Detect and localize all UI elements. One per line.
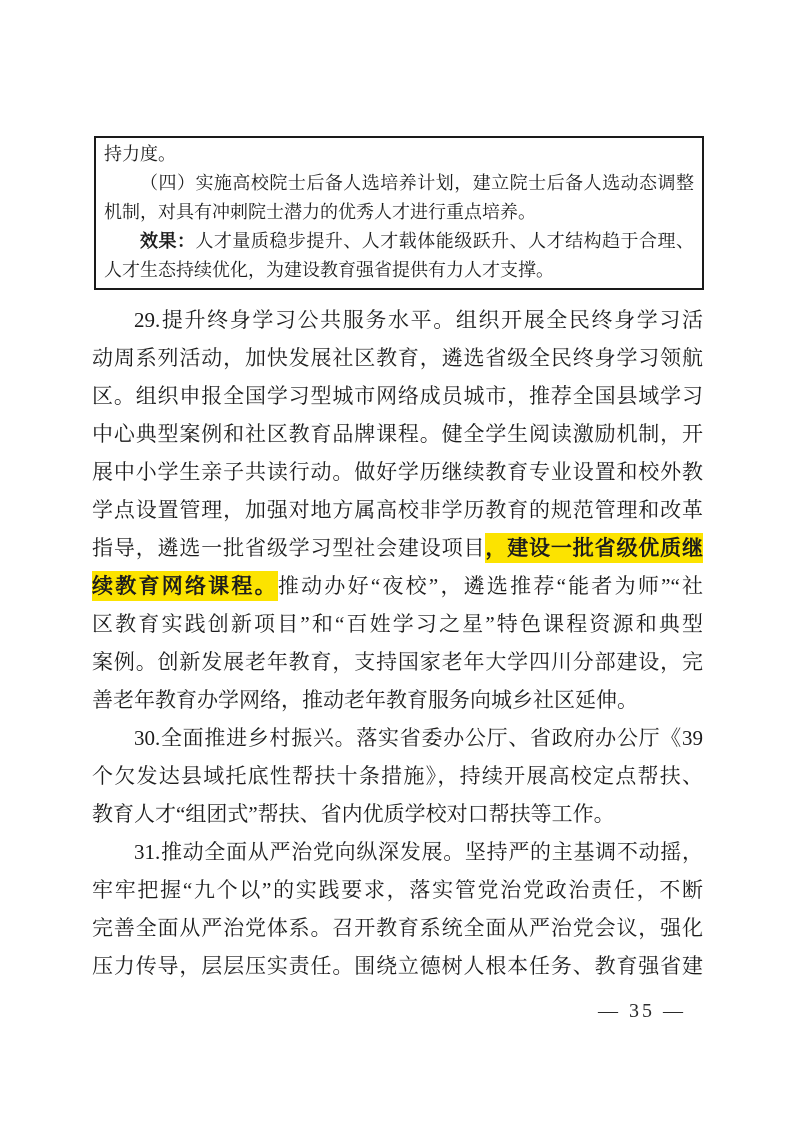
summary-box	[94, 136, 704, 290]
para30-line-1: 30.全面推进乡村振兴。落实省委办公厅、省政府办公厅《39	[134, 726, 703, 750]
box-line-5: 人才生态持续优化，为建设教育强省提供有力人才支撑。	[104, 260, 554, 280]
para30-line-3: 教育人才“组团式”帮扶、省内优质学校对口帮扶等工作。	[92, 802, 615, 826]
para29-line-7-text: 指导，遴选一批省级学习型社会建设项目	[92, 536, 486, 560]
box-line-4	[104, 227, 694, 256]
para31-line-3: 完善全面从严治党体系。召开教育系统全面从严治党会议，强化	[92, 916, 703, 940]
para29-line-8-text: 推动办好“夜校”，遴选推荐“能者为师”“社	[277, 574, 704, 598]
para31-line-1: 31.推动全面从严治党向纵深发展。坚持严的主基调不动摇，	[134, 840, 703, 864]
document-body	[92, 301, 703, 985]
para29-line-9: 区教育实践创新项目”和“百姓学习之星”特色课程资源和典型	[92, 612, 703, 636]
para29-line-5: 展中小学生亲子共读行动。做好学历继续教育专业设置和校外教	[92, 460, 703, 484]
para31-line-2: 牢牢把握“九个以”的实践要求，落实管党治党政治责任，不断	[92, 878, 703, 902]
box-line-2: （四）实施高校院士后备人选培养计划，建立院士后备人选动态调整	[140, 173, 694, 193]
para29-line-2: 动周系列活动，加快发展社区教育，遴选省级全民终身学习领航	[92, 346, 703, 370]
para30-line-2: 个欠发达县域托底性帮扶十条措施》，持续开展高校定点帮扶、	[92, 764, 703, 788]
para29-line-3: 区。组织申报全国学习型城市网络成员城市，推荐全国县域学习	[92, 384, 703, 408]
para29-line-11: 善老年教育办学网络，推动老年教育服务向城乡社区延伸。	[92, 688, 638, 712]
para29-line-4: 中心典型案例和社区教育品牌课程。健全学生阅读激励机制，开	[92, 422, 703, 446]
box-line-3: 机制，对具有冲刺院士潜力的优秀人才进行重点培养。	[104, 202, 536, 222]
para29-line-7	[92, 529, 703, 567]
para29-line-1: 29.提升终身学习公共服务水平。组织开展全民终身学习活	[134, 308, 703, 332]
para31-line-4: 压力传导，层层压实责任。围绕立德树人根本任务、教育强省建	[92, 954, 703, 978]
highlighted-text: ，建设一批省级优质继	[485, 533, 703, 563]
effect-label: 效果：	[140, 231, 196, 251]
page-number: — 35 —	[598, 1000, 686, 1022]
para29-line-10: 案例。创新发展老年教育，支持国家老年大学四川分部建设，完	[92, 650, 703, 674]
highlighted-text: 续教育网络课程。	[92, 571, 278, 601]
box-line-1: 持力度。	[104, 144, 176, 164]
para29-line-6: 学点设置管理，加强对地方属高校非学历教育的规范管理和改革	[92, 498, 703, 522]
para29-line-8	[92, 567, 703, 605]
effect-text: 人才量质稳步提升、人才载体能级跃升、人才结构趋于合理、	[195, 231, 695, 251]
